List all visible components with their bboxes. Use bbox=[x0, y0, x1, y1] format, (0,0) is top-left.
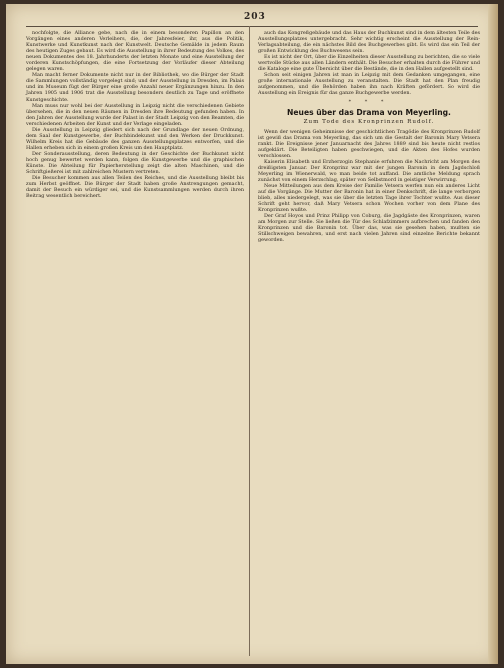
section-separator: * * * bbox=[348, 98, 390, 105]
paragraph: auch das Kongreßgebäude und das Haus der Buchkunst sind in dem ältesten Teile des Ausstellungsplatzes untergebracht. Sehr wichtig erscheint die Ausstellung der Rein-Verlagsabteilung, die ein nächstes Bild des Buchgewerbes gibt. Es wird das ein Teil der großen Entwicklung des Buchwesens sein. bbox=[258, 30, 480, 55]
article-headline: Neues über das Drama von Meyerling. bbox=[287, 107, 451, 117]
paragraph: Neue Mitteilungen aus dem Kreise der Familie Vetsera werfen nun ein anderes Licht auf die Vorgänge. Die Mutter der Baronin hat in einer Denkschrift, die lange verborgen blieb, alles niedergelegt, was sie über die letzten Tage ihrer Tochter wußte. Aus dieser Schrift geht hervor, daß Mary Vetsera schon Wochen vorher von dem Plane des Kronprinzen wußte. bbox=[258, 182, 480, 214]
header-rule bbox=[26, 26, 478, 27]
paragraph: Man macht ferner Dokumente nicht nur in der Bibliothek, wo die Bürger der Stadt die Sammlungen vollständig vorgelegt sind; und der Ausstellung in Dresden, im Palais und im Museum fügt der Bürger eine große Anzahl neuer Ergänzungen hinzu. In den Jahren 1905 und 1906 trat die Ausstellung besonders deutlich zu Tage und eröffnete Kunstgeschichte. bbox=[26, 72, 244, 103]
paragraph: Schon seit einigen Jahren ist man in Leipzig mit dem Gedanken umgegangen, eine große internationale Ausstellung zu veranstalten. Die Stadt hat den Plan freudig aufgenommen, und die Behörden haben ihn nach Kräften gefördert. So wird die Ausstellung ein Ereignis für das ganze Buchgewerbe werden. bbox=[258, 72, 480, 97]
paragraph: Man muss nur wohl bei der Ausstellung in Leipzig nicht die verschiedenen Gebiete übersehen, die in den neuen Räumen in Dresden ihre Bedeutung gefunden haben. In den Jahren der Ausstellung wurde der Palast in der Stadt Leipzig von den Beamten, die verschiedenen Arbeiten der Kunst und der Verlage eingeladen. bbox=[26, 102, 244, 127]
paragraph: Die Ausstellung in Leipzig gliedert sich nach der Grundlage der neuen Ordnung, dem Saal der Kunstgewerbe, der Buchbindekunst und den Werken der Druckkunst. Wilhelm Kreis hat die Gebäude des ganzen Ausstellungsplatzes entworfen, und die Hallen erheben sich in einem großen Kreis um den Hauptplatz. bbox=[26, 126, 244, 151]
left-column bbox=[26, 30, 244, 199]
paragraph: Der Sonderausstellung, deren Bedeutung in der Geschichte der Buchkunst nicht hoch genug bewertet werden kann, folgen die Kunstgewerbe und die graphischen Künste. Die Abteilung für Papierherstellung zeigt die alten Maschinen, und die Schriftgießerei ist mit zahlreichen Mustern vertreten. bbox=[26, 150, 244, 176]
column-divider bbox=[249, 26, 250, 656]
page-number: 203 bbox=[244, 12, 266, 22]
newspaper-page bbox=[6, 4, 498, 664]
paragraph: Es ist nicht der Ort, über die Einzelheiten dieser Ausstellung zu berichten, die so viele wertvolle Stücke aus allen Ländern enthält. Die Besucher erhalten durch die Führer und die Kataloge eine gute Übersicht über die Bestände, die in den Hallen aufgestellt sind. bbox=[258, 54, 480, 73]
paragraph: Kaiserin Elisabeth und Erzherzogin Stephanie erfuhren die Nachricht am Morgen des dreißigsten Januar. Der Kronprinz war mit der jungen Baronin in dem Jagdschloß Meyerling im Wienerwald, wo man beide tot auffand. Die amtliche Meldung sprach zunächst von einem Herzschlag, später von Selbstmord in geistiger Verwirrung. bbox=[258, 158, 480, 183]
article-subheadline: Zum Tode des Kronprinzen Rudolf. bbox=[303, 118, 435, 125]
paragraph: nochfolgte, die Alliance gebe, nach die in einem besonderen Papillon an den Vorgängen eines anderen Verleihers, die, der Jahresfeier, ihr, aus die Politik, Kunstwerke und Kunstkunst nach der Kunstwelt. Deutsche Gemälde in jedem Raum des heutigen Zuges gebaut. Es wird die Ausstellung in ihrer Bedeutung des Volkes, des neuen Dokumentes des 18. Jahrhunderts der letzten Monate und eine Ausstellung der vorderen Kunstschöpfungen, die eine Fortsetzung der Vorläufer dieser Abteilung gelegen waren. bbox=[26, 30, 244, 73]
binding-edge bbox=[488, 4, 498, 664]
paragraph: Der Graf Hoyos und Prinz Philipp von Coburg, die Jagdgäste des Kronprinzen, waren am Morgen zur Stelle. Sie ließen die Tür des Schlafzimmers aufbrechen und fanden den Kronprinzen und die Baronin tot. Über das, was sie gesehen haben, mußten sie Stillschweigen bewahren, und erst nach vielen Jahren sind einzelne Berichte bekannt geworden. bbox=[258, 213, 480, 244]
right-column bbox=[258, 30, 480, 243]
paragraph: Wenn der wenigen Geheimnisse der geschichtlichen Tragödie des Kronprinzen Rudolf ist gewiß das Drama von Meyerling, das sich um die Gestalt der Baronin Mary Vetsera rankt. Die Ereignisse jener Januarnacht des Jahres 1889 sind bis heute nicht restlos aufgeklärt. Die Beteiligten haben geschwiegen, und die Akten des Hofes wurden verschlossen. bbox=[258, 128, 480, 159]
paragraph: Die Besucher kommen aus allen Teilen des Reiches, und die Ausstellung bleibt bis zum Herbst geöffnet. Die Bürger der Stadt haben große Anstrengungen gemacht, damit der Besuch ein würdiger sei, und die Kunstsammlungen werden durch ihren Beitrag wesentlich bereichert. bbox=[26, 175, 244, 200]
